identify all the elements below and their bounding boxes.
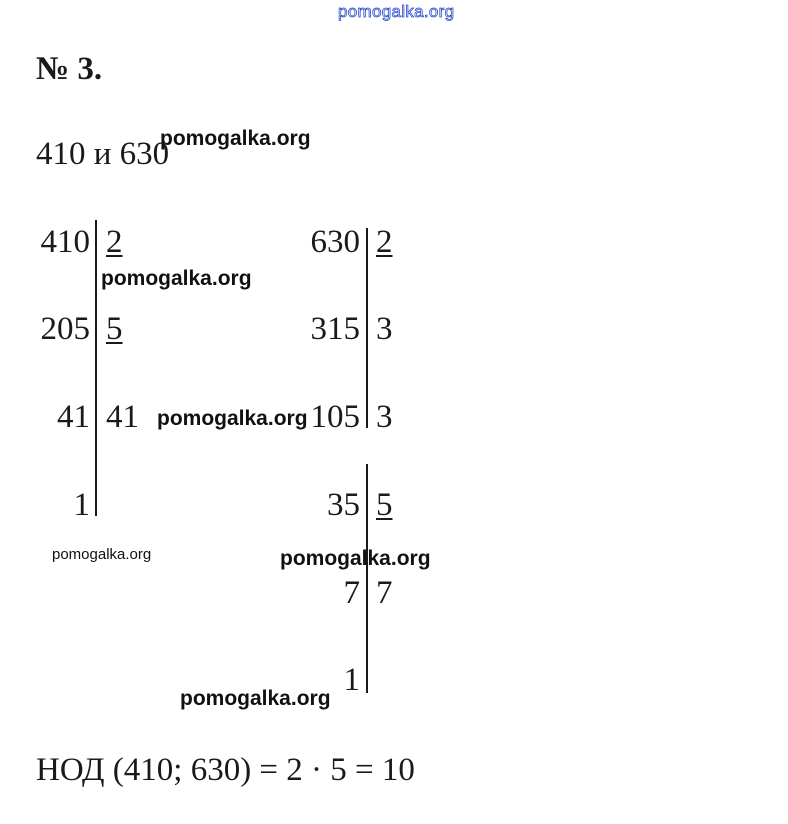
left-divider-line [95, 220, 97, 516]
right-dividend: 1 [343, 662, 360, 698]
right-dividend: 105 [310, 399, 360, 435]
right-divisor: 7 [376, 575, 393, 611]
right-divisor: 2 [376, 224, 393, 260]
left-divisor: 41 [106, 399, 139, 435]
right-divisor: 3 [376, 311, 393, 347]
left-divisor: 2 [106, 224, 123, 260]
right-divisor: 3 [376, 399, 393, 435]
watermark: pomogalka.org [180, 687, 331, 710]
right-dividend: 630 [310, 224, 360, 260]
watermark-top: pomogalka.org [338, 2, 455, 21]
problem-title: № 3. [36, 51, 103, 87]
left-dividend: 41 [57, 399, 90, 435]
watermark: pomogalka.org [101, 267, 252, 290]
left-dividend: 1 [73, 487, 90, 523]
problem-given: 410 и 630 [36, 136, 170, 172]
watermark: pomogalka.org [160, 127, 311, 150]
right-dividend: 35 [327, 487, 360, 523]
divider-gap [363, 428, 369, 464]
watermark: pomogalka.org [280, 547, 431, 570]
left-dividend: 410 [40, 224, 90, 260]
answer-line: НОД (410; 630) = 2 · 5 = 10 [36, 752, 415, 788]
right-dividend: 7 [343, 575, 360, 611]
right-divisor: 5 [376, 487, 393, 523]
watermark: pomogalka.org [52, 546, 152, 563]
right-dividend: 315 [310, 311, 360, 347]
left-divisor: 5 [106, 311, 123, 347]
watermark: pomogalka.org [157, 407, 308, 430]
left-dividend: 205 [40, 311, 90, 347]
